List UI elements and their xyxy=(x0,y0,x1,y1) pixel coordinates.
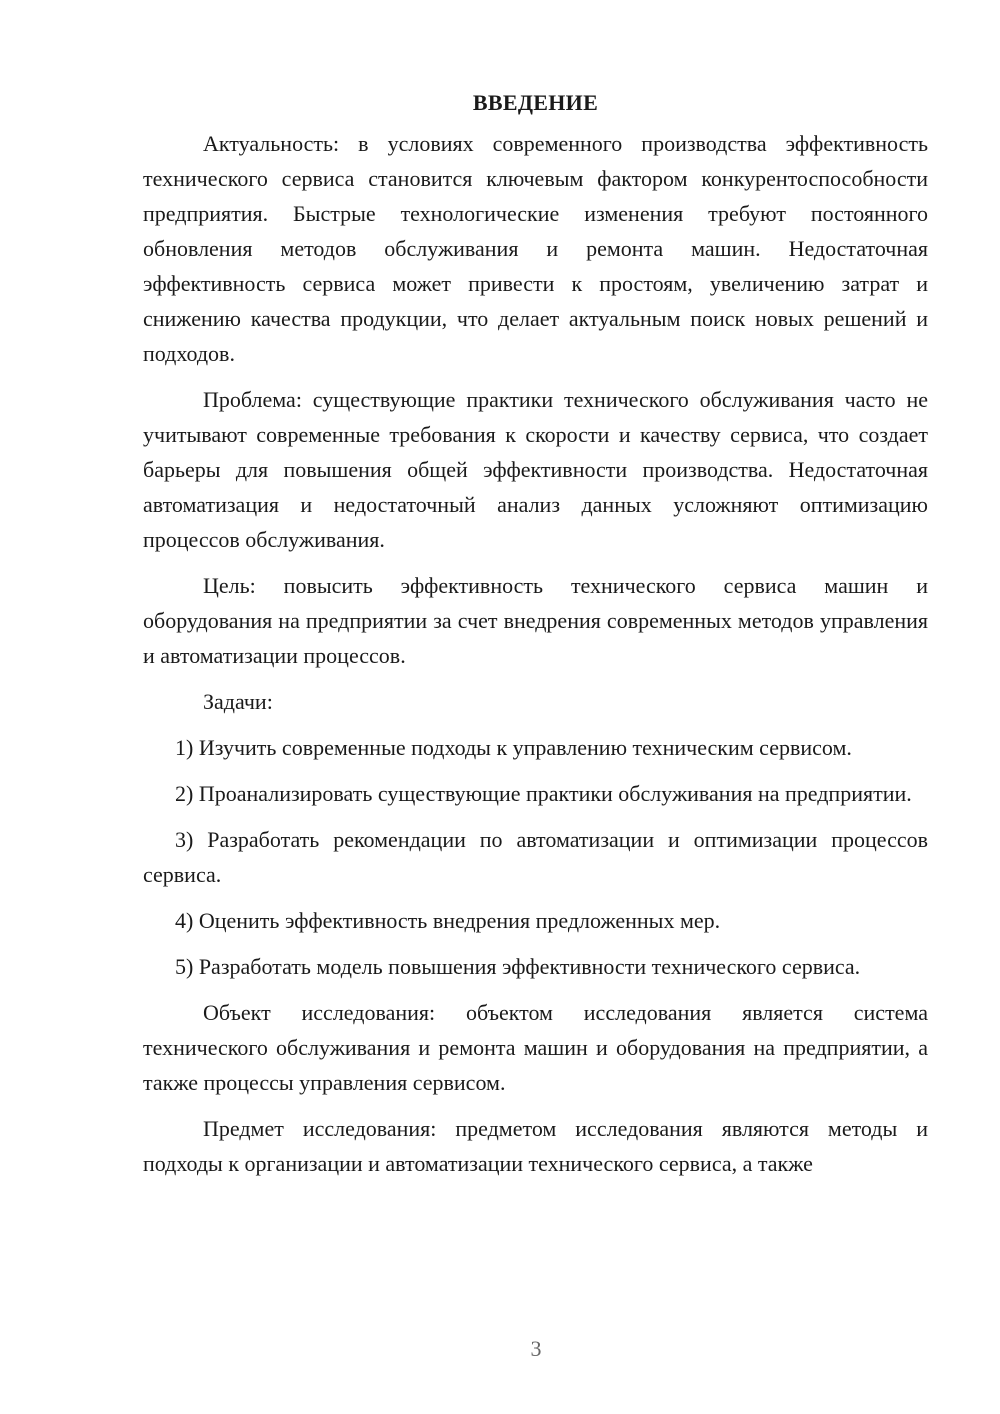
tasks-label: Задачи: xyxy=(203,689,273,714)
paragraph-relevance: Актуальность: в условиях современного производства эффективность технического сервиса становится ключевым фактором конкурентоспособности предприятия. Быстрые технологические изменения требуют постоянного обновления методов обслуживания и ремонта машин. Недостаточная эффективность сервиса может привести к простоям, увеличению затрат и снижению качества продукции, что делает актуальным поиск новых решений и подходов. xyxy=(143,131,928,366)
page-number: 3 xyxy=(530,1336,542,1361)
task-item-1: 1) Изучить современные подходы к управлению техническим сервисом. xyxy=(175,735,852,760)
paragraph-problem: Проблема: существующие практики технического обслуживания часто не учитывают современные требования к скорости и качеству сервиса, что создает барьеры для повышения общей эффективности производства. Недостаточная автоматизация и недостаточный анализ данных усложняют оптимизацию процессов обслуживания. xyxy=(143,387,928,552)
task-item-3: 3) Разработать рекомендации по автоматизации и оптимизации процессов сервиса. xyxy=(143,827,928,887)
task-item-2: 2) Проанализировать существующие практики обслуживания на предприятии. xyxy=(175,781,912,806)
task-item-4: 4) Оценить эффективность внедрения предложенных мер. xyxy=(175,908,721,933)
page-title: ВВЕДЕНИЕ xyxy=(472,90,599,115)
paragraph-object: Объект исследования: объектом исследования является система технического обслуживания и ремонта машин и оборудования на предприятии, а также процессы управления сервисом. xyxy=(143,1000,928,1095)
document-page xyxy=(143,88,928,1181)
paragraph-subject: Предмет исследования: предметом исследования являются методы и подходы к организации и автоматизации технического сервиса, а также xyxy=(143,1116,928,1176)
paragraph-goal: Цель: повысить эффективность технического сервиса машин и оборудования на предприятии за счет внедрения современных методов управления и автоматизации процессов. xyxy=(143,573,928,668)
task-item-5: 5) Разработать модель повышения эффективности технического сервиса. xyxy=(175,954,861,979)
